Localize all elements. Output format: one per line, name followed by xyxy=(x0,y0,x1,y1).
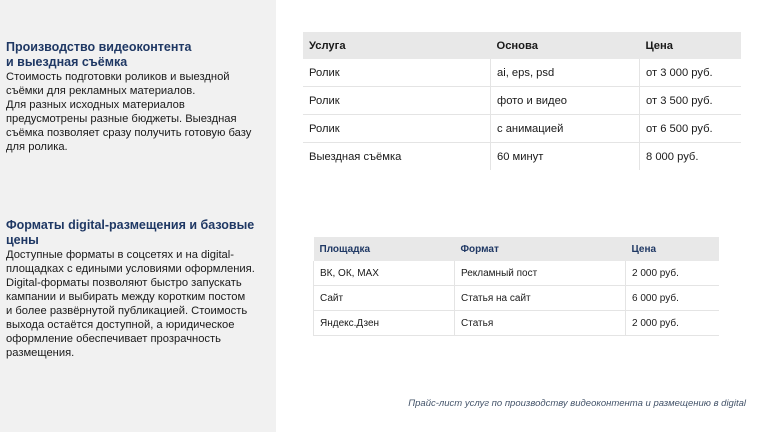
digital-formats-section xyxy=(6,218,268,360)
table-row xyxy=(303,143,741,171)
cell-price: 2 000 руб. xyxy=(626,311,720,336)
video-production-title: Производство видеоконтента и выездная съёмка xyxy=(6,40,192,69)
table-row xyxy=(303,87,741,115)
column-header-basis: Основа xyxy=(491,32,640,59)
cell-price: 8 000 руб. xyxy=(646,150,699,163)
cell-platform: Яндекс.Дзен xyxy=(314,311,455,336)
column-header-platform: Площадка xyxy=(314,237,455,261)
column-header-price: Цена xyxy=(640,32,742,59)
cell-price: от 6 500 руб. xyxy=(640,115,742,143)
table-row xyxy=(303,115,741,143)
cell-price: 2 000 руб. xyxy=(626,261,720,286)
table-header-row xyxy=(303,32,741,59)
cell-service: Выездная съёмка xyxy=(303,143,491,171)
cell-format: Статья xyxy=(455,311,626,336)
column-header-price: Цена xyxy=(626,237,720,261)
table-header-row xyxy=(314,237,720,261)
cell-price: от 3 000 руб. xyxy=(640,59,742,87)
cell-platform: ВК, ОК, MAX xyxy=(314,261,455,286)
cell-price: от 3 500 руб. xyxy=(640,87,742,115)
table-row xyxy=(314,286,720,311)
column-header-format: Формат xyxy=(455,237,626,261)
table-row xyxy=(314,311,720,336)
cell-service: Ролик xyxy=(303,87,491,115)
cell-format: Рекламный пост xyxy=(455,261,626,286)
cell-basis: с анимацией xyxy=(491,115,640,143)
digital-formats-title: Форматы digital-размещения и базовые цены xyxy=(6,218,255,247)
cell-basis: ai, eps, psd xyxy=(491,59,640,87)
video-production-description: Стоимость подготовки роликов и выездной съёмки для рекламных материалов. Для разных исходных материалов предусмотрены разные бюджеты. Выездная съёмка позволяет сразу получить готовую базу для ролика. xyxy=(6,71,252,153)
footer-caption: Прайс-лист услуг по производству видеоконтента и размещению в digital xyxy=(408,398,746,409)
cell-basis: фото и видео xyxy=(491,87,640,115)
video-services-price-table xyxy=(303,32,741,170)
cell-platform: Сайт xyxy=(314,286,455,311)
column-header-service: Услуга xyxy=(303,32,491,59)
video-production-section xyxy=(6,40,268,154)
cell-format: Статья на сайт xyxy=(455,286,626,311)
table-row xyxy=(303,59,741,87)
cell-basis: 60 минут xyxy=(491,143,640,171)
table-row xyxy=(314,261,720,286)
digital-formats-description: Доступные форматы в соцсетях и на digital- площадках с едиными условиями оформления. Digital-форматы позволяют быстро запускать кампании и выбирать между коротким постом и более развёрнутой публикацией. Стоимость выхода остаётся доступной, а юридическое оформление обеспечивает прозрачность размещения. xyxy=(6,249,255,359)
cell-service: Ролик xyxy=(303,115,491,143)
cell-price: 6 000 руб. xyxy=(626,286,720,311)
cell-service: Ролик xyxy=(303,59,491,87)
digital-placement-price-table xyxy=(313,237,719,336)
